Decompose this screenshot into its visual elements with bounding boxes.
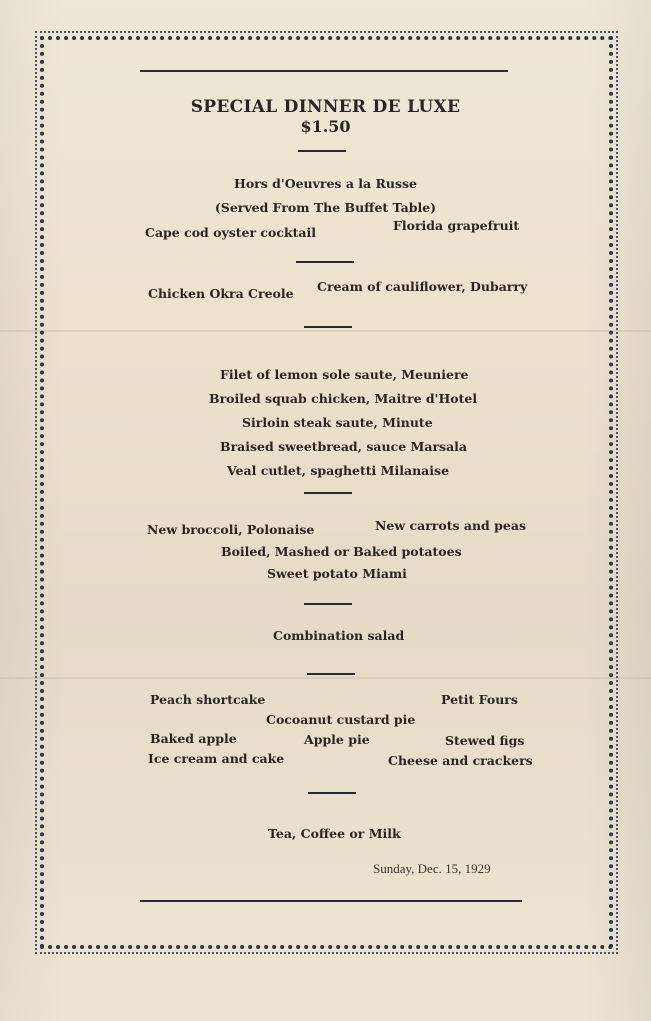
soup-right: Cream of cauliflower, Dubarry [317, 279, 528, 294]
section-divider [304, 492, 352, 494]
entree-item: Braised sweetbread, sauce Marsala [220, 439, 468, 454]
dessert-item: Apple pie [304, 732, 370, 747]
bottom-rule [140, 900, 522, 902]
section-divider [298, 150, 346, 152]
entree-item: Filet of lemon sole saute, Meuniere [220, 367, 469, 382]
beverages: Tea, Coffee or Milk [268, 826, 401, 841]
appetizer-left: Cape cod oyster cocktail [145, 225, 317, 240]
entree-item: Broiled squab chicken, Maitre d'Hotel [209, 391, 478, 406]
section-divider [304, 326, 352, 328]
salad: Combination salad [273, 628, 405, 643]
vegetable-left: New broccoli, Polonaise [147, 522, 315, 537]
section-divider [307, 673, 355, 675]
menu-date: Sunday, Dec. 15, 1929 [373, 861, 491, 876]
dessert-item: Cocoanut custard pie [266, 712, 416, 727]
potatoes: Boiled, Mashed or Baked potatoes [221, 544, 462, 559]
dessert-item: Stewed figs [445, 733, 525, 748]
section-divider [296, 261, 354, 263]
menu-title: SPECIAL DINNER DE LUXE [190, 97, 461, 117]
dessert-item: Peach shortcake [150, 692, 266, 707]
appetizer-heading: Hors d'Oeuvres a la Russe [234, 176, 417, 191]
appetizer-right: Florida grapefruit [393, 218, 520, 233]
dessert-item: Petit Fours [441, 692, 518, 707]
entree-item: Sirloin steak saute, Minute [242, 415, 433, 430]
top-rule [140, 70, 508, 72]
sweet-potato: Sweet potato Miami [267, 566, 407, 581]
dessert-item: Ice cream and cake [148, 751, 285, 766]
vegetable-right: New carrots and peas [375, 518, 526, 533]
dessert-item: Cheese and crackers [388, 753, 533, 768]
section-divider [304, 603, 352, 605]
menu-price: $1.50 [300, 117, 351, 136]
soup-left: Chicken Okra Creole [148, 286, 294, 301]
section-divider [308, 792, 356, 794]
appetizer-note: (Served From The Buffet Table) [214, 200, 437, 215]
entree-item: Veal cutlet, spaghetti Milanaise [227, 463, 450, 478]
dessert-item: Baked apple [150, 731, 237, 746]
